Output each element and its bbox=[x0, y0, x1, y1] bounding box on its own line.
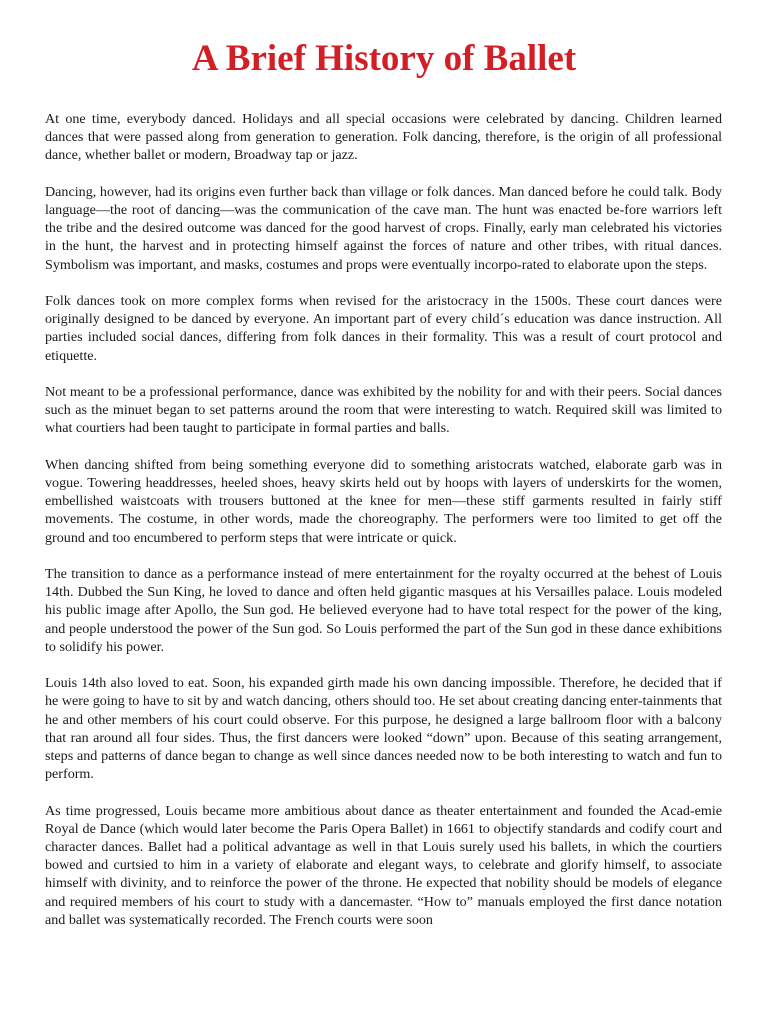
document-title: A Brief History of Ballet bbox=[191, 38, 577, 79]
paragraph-3: Folk dances took on more complex forms when revised for the aristocracy in the 1500s. These court dances were originally designed to be danced by everyone. An important part of every child´s education was dance instruction. All parties included social dances, differing from folk dances in their formality. This was a result of court protocol and etiquette. bbox=[45, 293, 722, 364]
paragraph-7: Louis 14th also loved to eat. Soon, his expanded girth made his own dancing impossible. Therefore, he decided that if he were going to have to sit by and watch dancing, others should too. He set about creating dancing enter-tainments that he and other members of his court could observe. For this purpose, he designed a large ballroom floor with a balcony that ran around all four sides. Thus, the first dancers were looked “down” upon. Because of this seating arrangement, steps and patterns of dance began to change as well since dances needed now to be both interesting to watch and fun to perform. bbox=[45, 675, 722, 783]
document-body bbox=[45, 110, 722, 947]
paragraph-2: Dancing, however, had its origins even further back than village or folk dances. Man danced before he could talk. Body language—the root of dancing—was the communication of the cave man. The hunt was enacted be-fore warriors left the tribe and the desired outcome was danced for the good harvest of crops. Finally, early man celebrated his victories in the hunt, the harvest and in protecting himself against the forces of nature and other tribes, with ritual dances. Symbolism was important, and masks, costumes and props were eventually incorpo-rated to elaborate upon the steps. bbox=[45, 183, 722, 273]
paragraph-8: As time progressed, Louis became more ambitious about dance as theater entertainment and founded the Acad-emie Royal de Dance (which would later become the Paris Opera Ballet) in 1661 to objectify standards and codify court and character dances. Ballet had a political advantage as well in that Louis surely used his ballets, in which the courtiers bowed and curtsied to him in a variety of elaborate and elegant ways, to celebrate and glorify himself, to associate himself with divinity, and to reinforce the power of the throne. He expected that nobility should be models of elegance and required members of his court to study with a dancemaster. “How to” manuals employed the first dance notation and ballet was systematically recorded. The French courts were soon bbox=[45, 802, 722, 928]
paragraph-1: At one time, everybody danced. Holidays and all special occasions were celebrated by dancing. Children learned dances that were passed along from generation to generation. Folk dancing, therefore, is the origin of all professional dance, whether ballet or modern, Broadway tap or jazz. bbox=[45, 111, 722, 164]
paragraph-6: The transition to dance as a performance instead of mere entertainment for the royalty occurred at the behest of Louis 14th. Dubbed the Sun King, he loved to dance and often held gigantic masques at his Versailles palace. Louis modeled his public image after Apollo, the Sun god. He believed everyone had to have total respect for the power of the king, and people understood the power of the Sun god. So Louis performed the part of the Sun god in these dance exhibitions to solidify his power. bbox=[45, 566, 722, 655]
paragraph-4: Not meant to be a professional performance, dance was exhibited by the nobility for and with their peers. Social dances such as the minuet began to set patterns around the room that were interesting to watch. Required skill was limited to what courtiers had been taught to participate in formal parties and balls. bbox=[45, 384, 722, 437]
paragraph-5: When dancing shifted from being something everyone did to something aristocrats watched, elaborate garb was in vogue. Towering headdresses, heeled shoes, heavy skirts held out by hoops with layers of underskirts for the women, embellished waistcoats with trousers buttoned at the knee for men—these stiff garments resulted in fairly stiff movements. The costume, in other words, made the choreography. The performers were too limited to get off the ground and too encumbered to perform steps that were intricate or quick. bbox=[45, 456, 722, 546]
